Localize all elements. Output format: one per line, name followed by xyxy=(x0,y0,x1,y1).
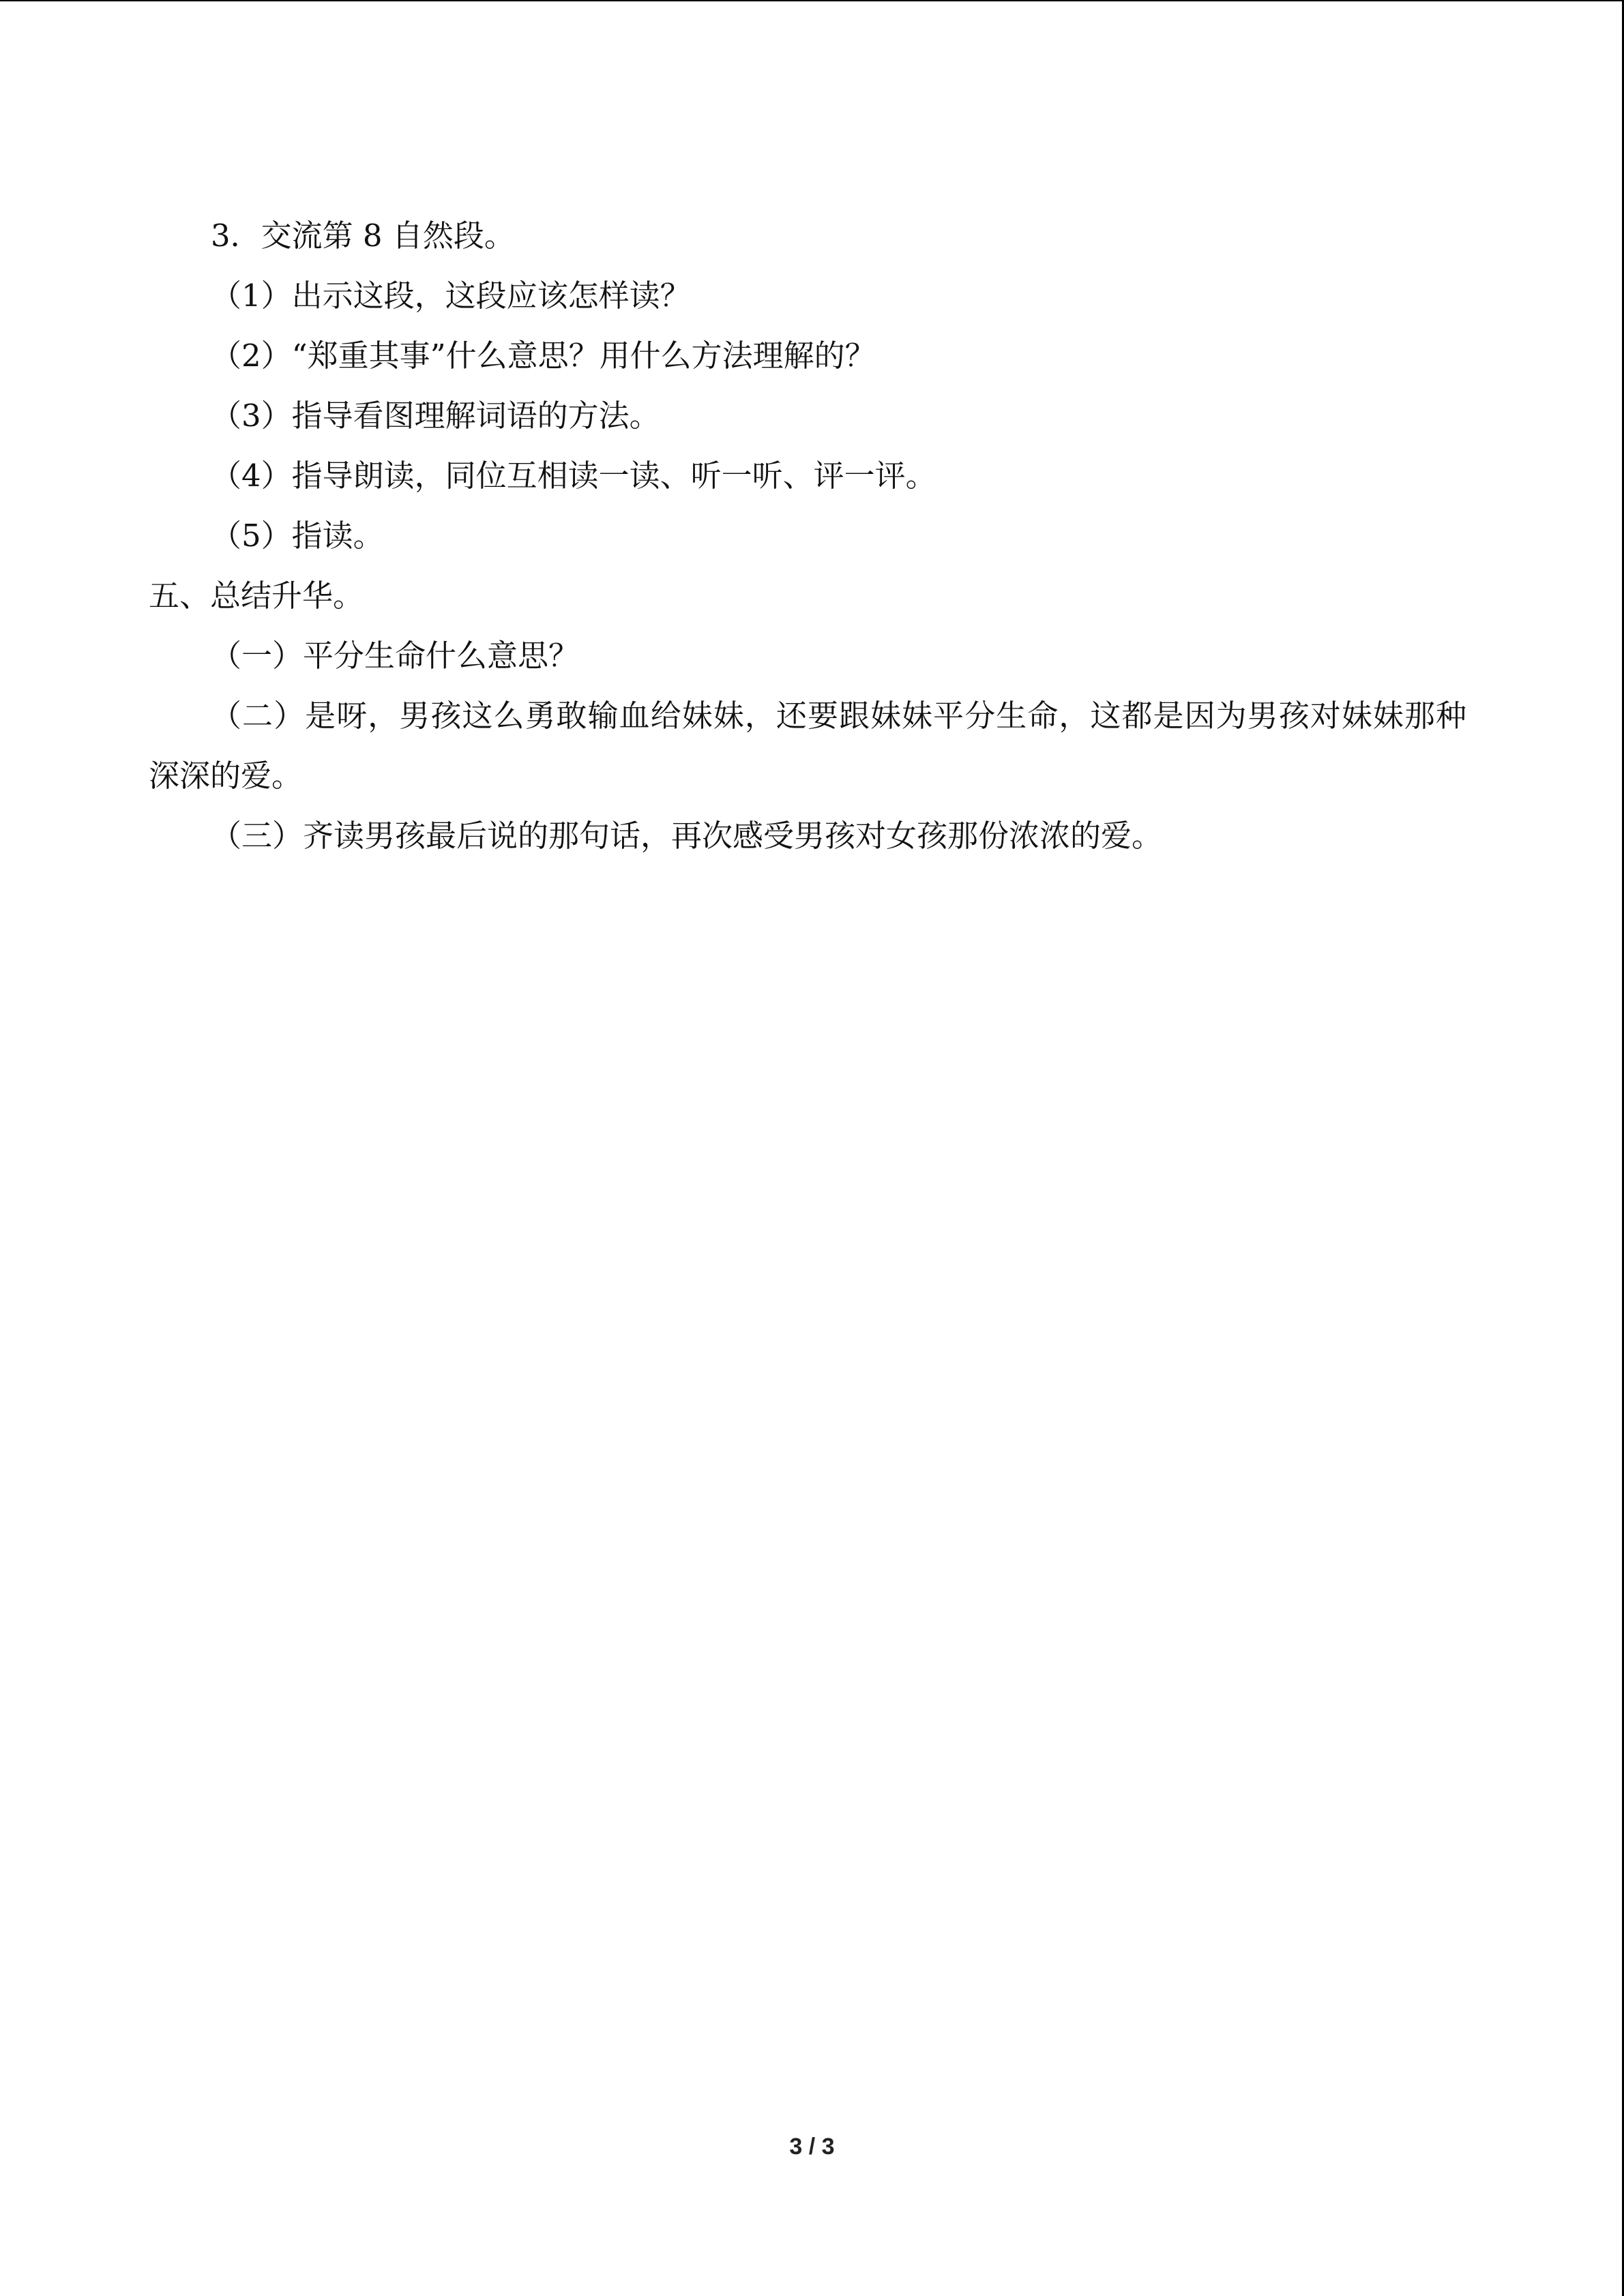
sub-item-1: （1）出示这段，这段应该怎样读？ xyxy=(211,278,691,314)
section-item-3: （三）齐读男孩最后说的那句话，再次感受男孩对女孩那份浓浓的爱。 xyxy=(211,818,1163,854)
document-body xyxy=(149,206,1466,866)
sub-item-3: （3）指导看图理解词语的方法。 xyxy=(211,398,660,434)
sub-item-5: （5）指读。 xyxy=(211,518,384,554)
section-item-1: （一）平分生命什么意思？ xyxy=(211,638,580,674)
page-number: 3 / 3 xyxy=(789,2134,835,2160)
section-item-2: （二）是呀，男孩这么勇敢输血给妹妹，还要跟妹妹平分生命，这都是因为男孩对妹妹那种深深的爱。 xyxy=(149,698,1466,794)
section-heading-5: 五、总结升华。 xyxy=(149,578,364,614)
sub-item-2: （2）“郑重其事”什么意思？用什么方法理解的？ xyxy=(211,338,876,374)
sub-item-4: （4）指导朗读，同位互相读一读、听一听、评一评。 xyxy=(211,458,936,494)
list-item-3: 3．交流第 8 自然段。 xyxy=(211,218,515,254)
